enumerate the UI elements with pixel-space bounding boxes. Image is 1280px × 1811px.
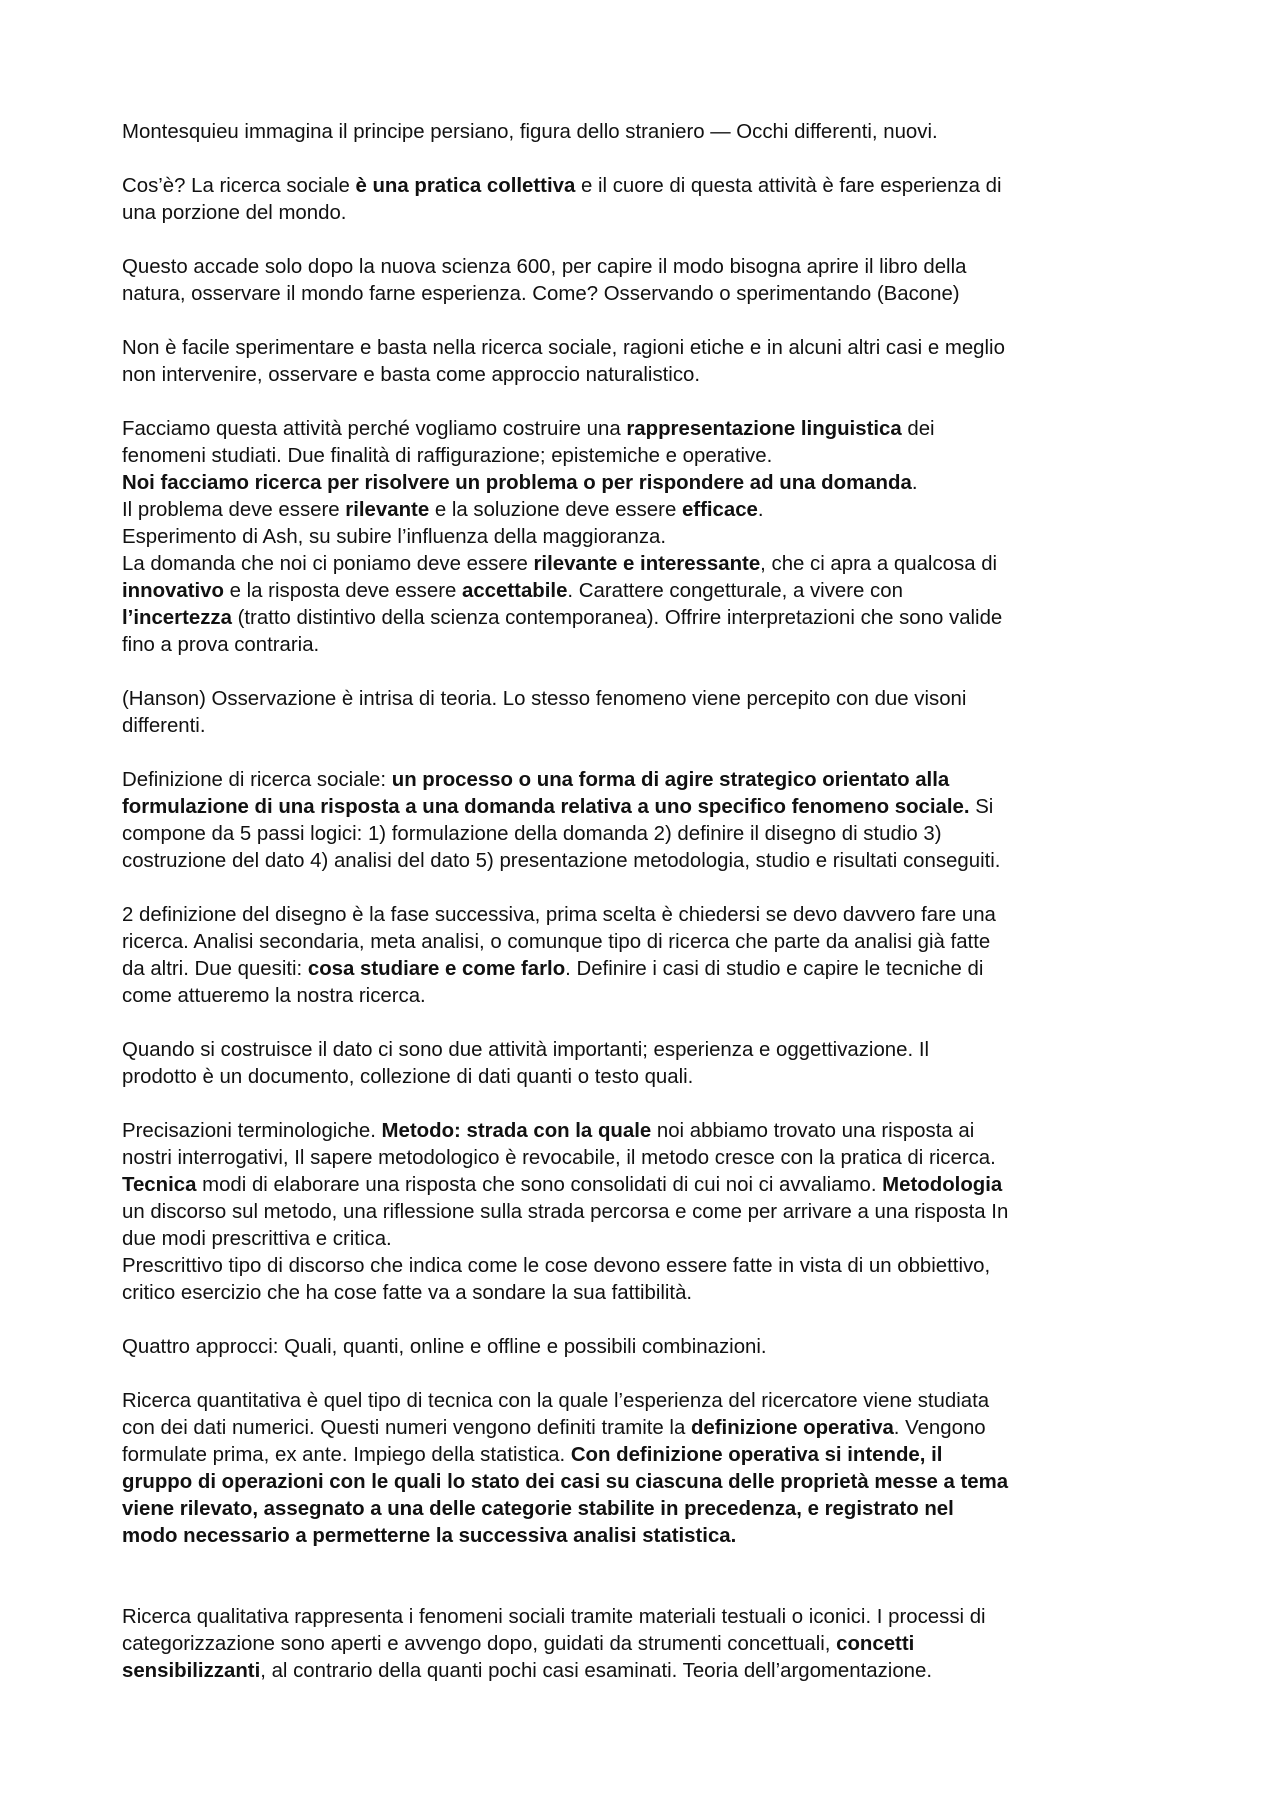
paragraph (122, 902, 1177, 1010)
text-line (122, 1658, 1177, 1685)
text-span: . Definire i casi di studio e capire le tecniche di (565, 958, 984, 980)
text-line (122, 1604, 1177, 1631)
text-line (122, 767, 1177, 794)
text-span: differenti. (122, 715, 206, 737)
text-span: La domanda che noi ci poniamo deve essere (122, 553, 534, 575)
text-span: e la risposta deve essere (223, 580, 462, 602)
text-span: Ricerca quantitativa è quel tipo di tecnica con la quale l’esperienza del ricercatore viene studiata (122, 1390, 990, 1412)
text-span: e il cuore di questa attività è fare esperienza di (575, 175, 1002, 197)
text-span: Questo accade solo dopo la nuova scienza 600, per capire il modo bisogna aprire il libro della (122, 256, 967, 278)
text-line (122, 1469, 1177, 1496)
text-span: Quattro approcci: Quali, quanti, online e offline e possibili combinazioni. (122, 1336, 767, 1358)
text-span: modi di elaborare una risposta che sono consolidati di cui noi ci avvaliamo. (196, 1174, 883, 1196)
bold-text: accettabile (462, 580, 568, 602)
text-span: un discorso sul metodo, una riflessione sulla strada percorsa e come per arrivare a una risposta In (122, 1201, 1009, 1223)
text-line (122, 470, 1177, 497)
text-line (122, 983, 1177, 1010)
text-line (122, 1334, 1177, 1361)
text-line (122, 335, 1177, 362)
bold-text: l’incertezza (122, 607, 232, 629)
bold-text: innovativo (122, 580, 224, 602)
text-span: non intervenire, osservare e basta come approccio naturalistico. (122, 364, 701, 386)
bold-text: concetti (836, 1633, 915, 1655)
text-line (122, 524, 1177, 551)
text-line (122, 281, 1177, 308)
bold-text: un processo o una forma di agire strategico orientato alla (391, 769, 950, 791)
text-line (122, 551, 1177, 578)
text-line (122, 497, 1177, 524)
text-line (122, 1226, 1177, 1253)
text-span: compone da 5 passi logici: 1) formulazione della domanda 2) definire il disegno di studio 3) (122, 823, 942, 845)
text-span: prodotto è un documento, collezione di dati quanti o testo quali. (122, 1066, 694, 1088)
paragraph (122, 1388, 1177, 1550)
text-span: formulate prima, ex ante. Impiego della statistica. (122, 1444, 571, 1466)
bold-text: formulazione di una risposta a una domanda relativa a uno specifico fenomeno sociale. (122, 796, 970, 818)
text-span: (tratto distintivo della scienza contemporanea). Offrire interpretazioni che sono valide (231, 607, 1003, 629)
text-span: , al contrario della quanti pochi casi esaminati. Teoria dell’argomentazione. (260, 1660, 932, 1682)
text-line (122, 1496, 1177, 1523)
text-span: . Vengono (893, 1417, 986, 1439)
paragraph (122, 416, 1177, 659)
bold-text: Tecnica (122, 1174, 197, 1196)
text-span: una porzione del mondo. (122, 202, 347, 224)
text-span: . Carattere congetturale, a vivere con (567, 580, 903, 602)
text-line (122, 578, 1177, 605)
bold-text: viene rilevato, assegnato a una delle categorie stabilite in precedenza, e registrato nel (122, 1498, 954, 1520)
text-span: con dei dati numerici. Questi numeri vengono definiti tramite la (122, 1417, 691, 1439)
text-span: Cos’è? La ricerca sociale (122, 175, 356, 197)
text-span: Esperimento di Ash, su subire l’influenza della maggioranza. (122, 526, 667, 548)
text-line (122, 1523, 1177, 1550)
text-line (122, 1253, 1177, 1280)
text-span: costruzione del dato 4) analisi del dato 5) presentazione metodologia, studio e risultati conseguiti. (122, 850, 1001, 872)
bold-text: modo necessario a permetterne la successiva analisi statistica. (122, 1525, 737, 1547)
text-span: due modi prescrittiva e critica. (122, 1228, 392, 1250)
bold-text: Metodologia (882, 1174, 1003, 1196)
paragraph (122, 686, 1177, 740)
text-span: noi abbiamo trovato una risposta ai (651, 1120, 975, 1142)
text-span: nostri interrogativi, Il sapere metodologico è revocabile, il metodo cresce con la pratica di ricerca. (122, 1147, 996, 1169)
paragraph (122, 254, 1177, 308)
text-line (122, 902, 1177, 929)
paragraph (122, 119, 1177, 146)
text-span: categorizzazione sono aperti e avvengo dopo, guidati da strumenti concettuali, (122, 1633, 837, 1655)
text-span: Non è facile sperimentare e basta nella ricerca sociale, ragioni etiche e in alcuni altri casi e meglio (122, 337, 1005, 359)
text-span: e la soluzione deve essere (429, 499, 682, 521)
text-span: Quando si costruisce il dato ci sono due attività importanti; esperienza e oggettivazione. Il (122, 1039, 930, 1061)
text-line (122, 1037, 1177, 1064)
text-span: . (911, 472, 918, 494)
text-span: Precisazioni terminologiche. (122, 1120, 382, 1142)
text-line (122, 1172, 1177, 1199)
text-line (122, 1388, 1177, 1415)
text-line (122, 200, 1177, 227)
bold-text: definizione operativa (690, 1417, 894, 1439)
bold-text: Noi facciamo ricerca per risolvere un problema o per rispondere ad una domanda (122, 472, 912, 494)
bold-text: efficace (681, 499, 758, 521)
bold-text: gruppo di operazioni con le quali lo stato dei casi su ciascuna delle proprietà messe a tema (122, 1471, 1009, 1493)
bold-text: rappresentazione linguistica (626, 418, 902, 440)
text-span: da altri. Due quesiti: (122, 958, 308, 980)
text-span: (Hanson) Osservazione è intrisa di teoria. Lo stesso fenomeno viene percepito con due visoni (122, 688, 967, 710)
text-span: Il problema deve essere (122, 499, 346, 521)
text-line (122, 821, 1177, 848)
text-span: dei (901, 418, 935, 440)
text-line (122, 1280, 1177, 1307)
text-line (122, 1118, 1177, 1145)
text-line (122, 686, 1177, 713)
paragraph (122, 1118, 1177, 1307)
text-line (122, 632, 1177, 659)
text-span: come attueremo la nostra ricerca. (122, 985, 426, 1007)
text-line (122, 713, 1177, 740)
bold-text: è una pratica collettiva (355, 175, 576, 197)
text-span: Si (969, 796, 994, 818)
text-line (122, 254, 1177, 281)
text-line (122, 1442, 1177, 1469)
text-span: Ricerca qualitativa rappresenta i fenomeni sociali tramite materiali testuali o iconici. I processi di (122, 1606, 986, 1628)
paragraph (122, 335, 1177, 389)
text-line (122, 605, 1177, 632)
text-span: fenomeni studiati. Due finalità di raffigurazione; epistemiche e operative. (122, 445, 773, 467)
text-line (122, 119, 1177, 146)
bold-text: rilevante (345, 499, 430, 521)
text-span: Montesquieu immagina il principe persiano, figura dello straniero — Occhi differenti, nuovi. (122, 121, 938, 143)
text-line (122, 1631, 1177, 1658)
text-line (122, 1145, 1177, 1172)
text-span: , che ci apra a qualcosa di (760, 553, 998, 575)
text-span: fino a prova contraria. (122, 634, 320, 656)
text-span: Prescrittivo tipo di discorso che indica come le cose devono essere fatte in vista di un obbiettivo, (122, 1255, 991, 1277)
text-line (122, 848, 1177, 875)
paragraph (122, 1334, 1177, 1361)
document-body (122, 119, 1177, 1712)
text-line (122, 443, 1177, 470)
bold-text: sensibilizzanti (122, 1660, 261, 1682)
bold-text: rilevante e interessante (533, 553, 761, 575)
text-line (122, 173, 1177, 200)
text-span: Facciamo questa attività perché vogliamo costruire una (122, 418, 627, 440)
paragraph-spacer (122, 1577, 1177, 1604)
paragraph (122, 1604, 1177, 1685)
text-line (122, 1064, 1177, 1091)
text-line (122, 929, 1177, 956)
text-span: critico esercizio che ha cose fatte va a sondare la sua fattibilità. (122, 1282, 693, 1304)
paragraph (122, 173, 1177, 227)
text-line (122, 1415, 1177, 1442)
text-span: 2 definizione del disegno è la fase successiva, prima scelta è chiedersi se devo davvero fare una (122, 904, 996, 926)
text-span: . (757, 499, 764, 521)
text-line (122, 794, 1177, 821)
text-span: Definizione di ricerca sociale: (122, 769, 392, 791)
paragraph (122, 767, 1177, 875)
text-line (122, 416, 1177, 443)
text-line (122, 362, 1177, 389)
paragraph (122, 1037, 1177, 1091)
bold-text: cosa studiare e come farlo (307, 958, 566, 980)
bold-text: Con definizione operativa si intende, il (570, 1444, 943, 1466)
text-span: ricerca. Analisi secondaria, meta analisi, o comunque tipo di ricerca che parte da analisi già fatte (122, 931, 991, 953)
text-line (122, 956, 1177, 983)
bold-text: Metodo: strada con la quale (381, 1120, 652, 1142)
text-span: natura, osservare il mondo farne esperienza. Come? Osservando o sperimentando (Bacone) (122, 283, 960, 305)
text-line (122, 1199, 1177, 1226)
